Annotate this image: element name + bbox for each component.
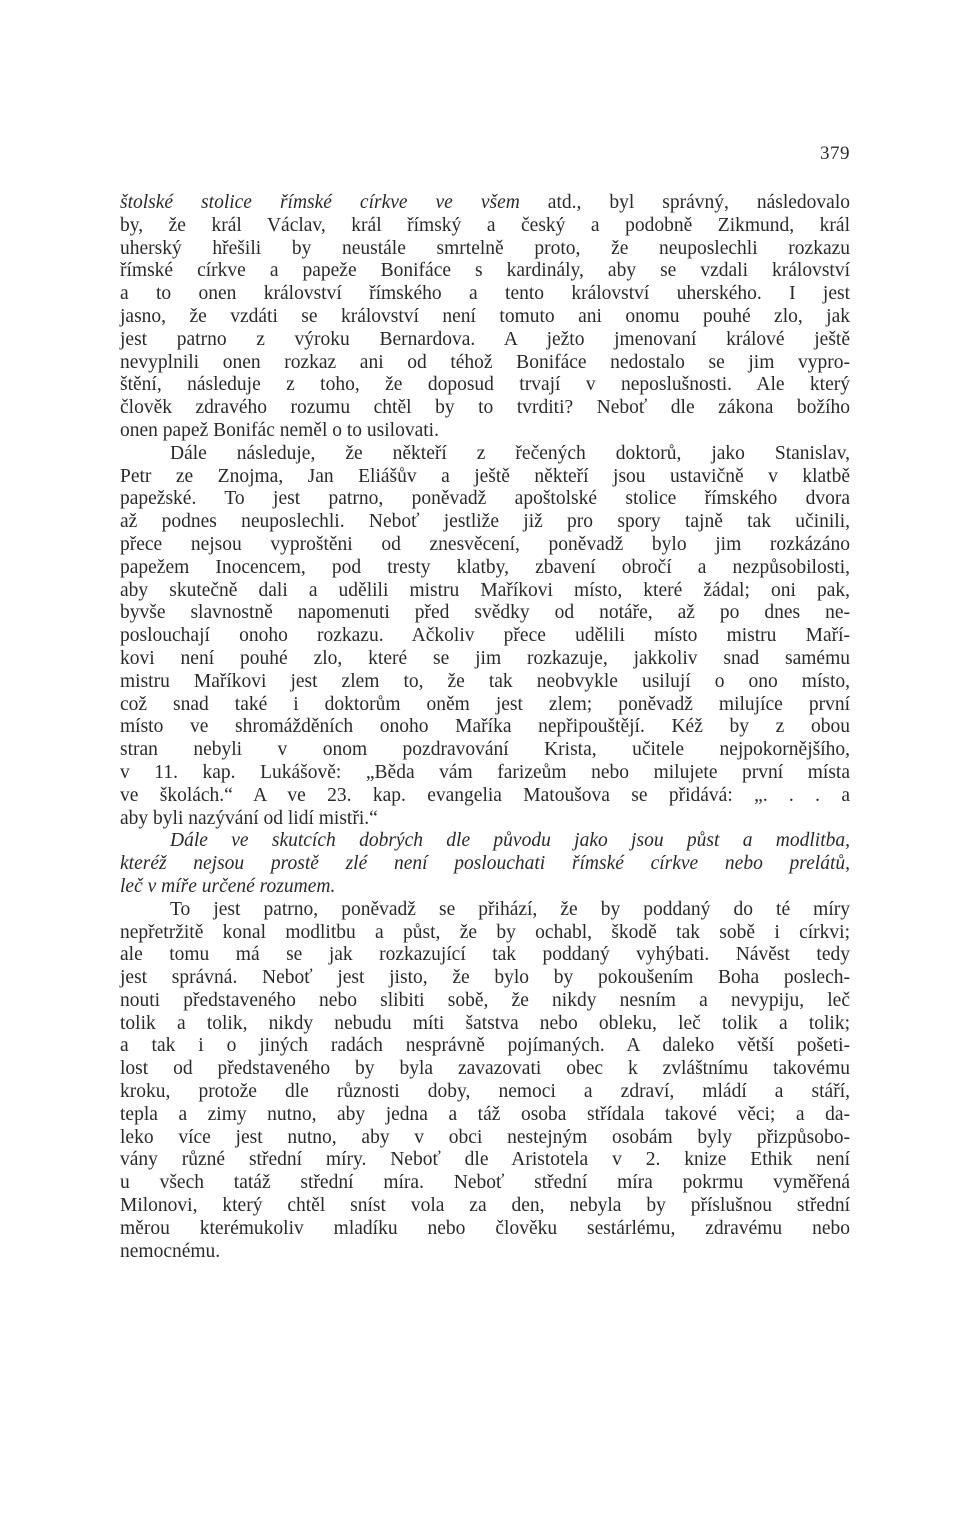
line-rest: atd., byl správný, následovalo	[519, 192, 850, 213]
text-line: To jest patrno, poněvadž se přihází, že by poddaný do té míry	[170, 898, 850, 920]
text-line: vány různé střední míry. Neboť dle Aristotela v 2. knize Ethik není	[120, 1149, 850, 1171]
text-line: člověk zdravého rozumu chtěl by to tvrditi? Neboť dle zákona božího	[120, 397, 850, 419]
text-line: přece nejsou vyproštěni od znesvěcení, poněvadž bylo jim rozkázáno	[120, 533, 850, 555]
text-line: jest patrno z výroku Bernardova. A ježto jmenovaní králové ještě	[120, 328, 850, 350]
text-line: Dále následuje, že někteří z řečených doktorů, jako Stanislav,	[170, 442, 850, 464]
text-line: až podnes neuposlechli. Neboť jestliže již pro spory tajně tak učinili,	[120, 511, 850, 533]
text-line: měrou kterémukoliv mladíku nebo člověku sestárlému, zdravému nebo	[120, 1217, 850, 1239]
text-line: místo ve shromážděních onoho Maříka nepřipouštějí. Kéž by z obou	[120, 716, 850, 738]
text-line: tolik a tolik, nikdy nebudu míti šatstva nebo obleku, leč tolik a tolik;	[120, 1012, 850, 1034]
text-line: poslouchají onoho rozkazu. Ačkoliv přece udělili místo mistru Maří-	[120, 625, 850, 647]
text-body	[120, 192, 850, 1263]
text-line: onen papež Bonifác neměl o to usilovati.	[120, 419, 439, 441]
italic-paragraph	[120, 830, 850, 898]
text-line: jest správná. Neboť jest jisto, že bylo by pokoušením Boha poslech-	[120, 967, 850, 989]
text-line: aby skutečně dali a udělili mistru Maříkovi místo, které žádal; oni pak,	[120, 579, 850, 601]
page-number: 379	[820, 143, 850, 164]
text-line: papežské. To jest patrno, poněvadž apoštolské stolice římského dvora	[120, 488, 850, 510]
text-line: lost od představeného by byla zavazovati obec k zvláštnímu takovému	[120, 1058, 850, 1080]
text-line: tepla a zimy nutno, aby jedna a táž osoba střídala takové věci; a da-	[120, 1103, 850, 1125]
text-line: což snad také i doktorům oněm jest zlem; poněvadž milujíce první	[120, 693, 850, 715]
paragraph	[120, 192, 850, 443]
paragraph	[120, 899, 850, 1264]
text-line: nemocnému.	[120, 1240, 221, 1262]
text-line: Dále ve skutcích dobrých dle původu jako jsou půst a modlitba,	[170, 830, 850, 852]
text-line: římské církve a papeže Bonifáce s kardinály, aby se vzdali království	[120, 260, 850, 282]
text-line: leč v míře určené rozumem.	[120, 875, 336, 897]
text-line: ve školách.“ A ve 23. kap. evangelia Matoušova se přidává: „. . . a	[120, 784, 850, 806]
text-line: kovi není pouhé zlo, které se jim rozkazuje, jakkoliv snad samému	[120, 647, 850, 669]
text-line: leko více jest nutno, aby v obci nestejným osobám byly přizpůsobo-	[120, 1126, 850, 1148]
text-line	[120, 192, 850, 215]
text-line: jasno, že vzdáti se království není tomuto ani onomu pouhé zlo, jak	[120, 305, 850, 327]
text-line: a tak i o jiných radách nesprávně pojímaných. A daleko větší pošeti-	[120, 1035, 850, 1057]
text-line: štění, následuje z toho, že doposud trvají v neposlušnosti. Ale který	[120, 374, 850, 396]
text-line: by, že král Václav, král římský a český a podobně Zikmund, král	[120, 214, 850, 236]
text-line: v 11. kap. Lukášově: „Běda vám farizeům nebo milujete první místa	[120, 761, 850, 783]
text-line: mistru Maříkovi jest zlem to, že tak neobvykle usilují o ono místo,	[120, 670, 850, 692]
paragraph	[120, 443, 850, 831]
text-line: Petr ze Znojma, Jan Eliášův a ještě někteří jsou ustavičně v klatbě	[120, 465, 850, 487]
text-line: nouti představeného nebo slibiti sobě, že nikdy nesním a nevypiju, leč	[120, 989, 850, 1011]
text-line: nevyplnili onen rozkaz ani od téhož Bonifáce nedostalo se jim vypro-	[120, 351, 850, 373]
text-line: a to onen království římského a tento království uherského. I jest	[120, 283, 850, 305]
text-line: u všech tatáž střední míra. Neboť střední míra pokrmu vyměřená	[120, 1172, 850, 1194]
text-line: kroku, protože dle různosti doby, nemoci a zdraví, mládí a stáří,	[120, 1081, 850, 1103]
text-line: aby byli nazývání od lidí mistři.“	[120, 807, 378, 829]
italic-phrase: štolské stolice římské církve ve všem	[120, 192, 520, 213]
text-line: uherský hřešili by neustále smrtelně proto, že neuposlechli rozkazu	[120, 237, 850, 259]
text-line: byvše slavnostně napomenuti před svědky od notáře, až po dnes ne-	[120, 602, 850, 624]
text-line: nepřetržitě konal modlitbu a půst, že by ochabl, škodě tak sobě i církvi;	[120, 921, 850, 943]
text-line: ale tomu má se jak rozkazující tak poddaný vyhýbati. Návěst tedy	[120, 944, 850, 966]
text-line: kteréž nejsou prostě zlé není poslouchati římské církve nebo prelátů,	[120, 853, 850, 875]
text-line: papežem Inocencem, pod tresty klatby, zbavení obročí a nezpůsobilosti,	[120, 556, 850, 578]
text-line: Milonovi, který chtěl sníst vola za den, nebyla by příslušnou střední	[120, 1195, 850, 1217]
text-line: stran nebyli v onom pozdravování Krista, učitele nejpokornějšího,	[120, 739, 850, 761]
